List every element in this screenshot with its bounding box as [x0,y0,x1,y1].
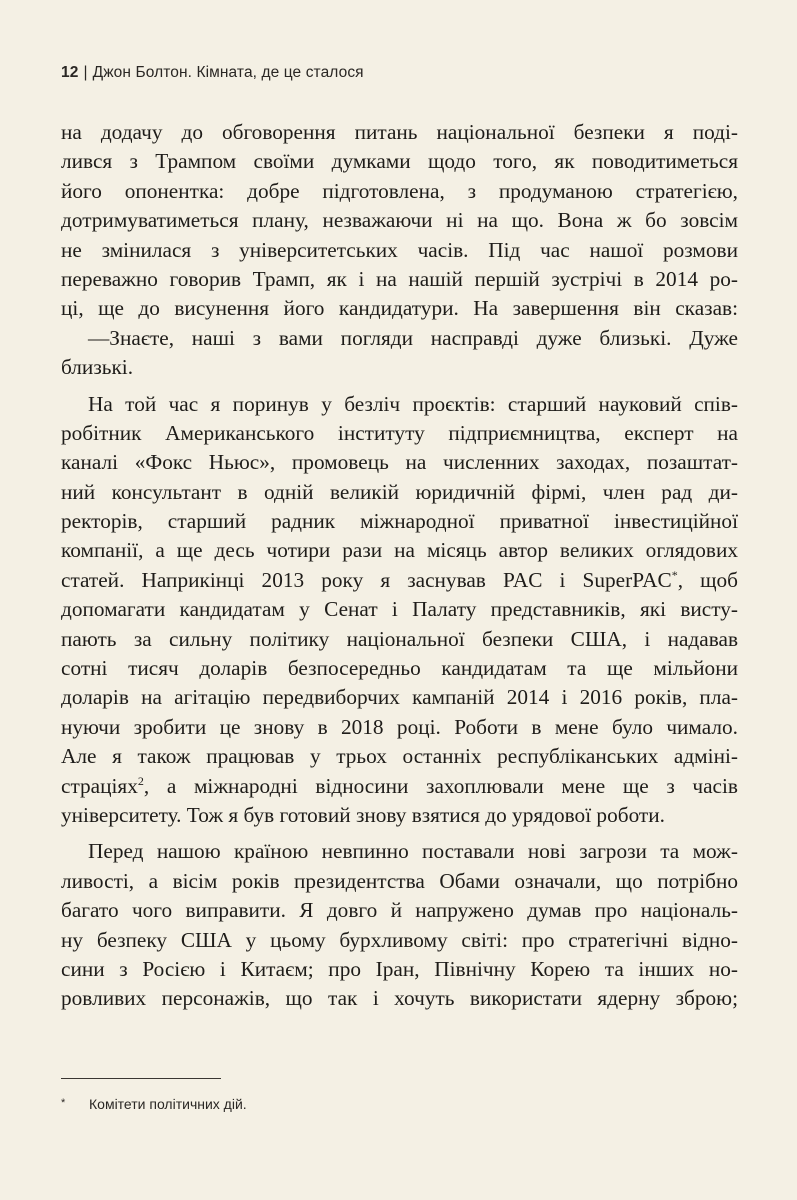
text-line-with-endnote [61,772,738,801]
text-line: дотримуватиметься плану, незважаючи ні на що. Вона ж бо зовсім [61,208,738,233]
endnote-reference: 2 [137,773,144,788]
text-line: лився з Трампом своїми думками щодо того, як поводитиметься [61,149,738,174]
paragraph-start-line [61,837,738,866]
paragraph-start-text: Перед нашою країною невпинно поставали нові загрози та мож- [88,839,738,864]
footnote-text: Комітети політичних дій. [89,1096,247,1112]
text-line: ну безпеку США у цьому бурхливому світі: про стратегічні відно- [61,927,738,952]
line-text-tail: , щоб [677,567,738,592]
footnote-divider [61,1078,221,1079]
line-text: страціях [61,773,138,798]
running-title: Джон Болтон. Кімната, де це сталося [92,64,364,81]
header-separator: | [83,64,88,81]
text-line: сотні тисяч доларів безпосередньо кандидатам та ще мільйони [61,656,738,681]
text-line: робітник Американського інституту підприємництва, експерт на [61,420,738,445]
line-text-tail: , а міжнародні відносини захоплювали мене ще з часів [143,773,738,798]
text-line: нуючи зробити це знову в 2018 році. Роботи в мене було чимало. [61,714,738,739]
footnote-mark: * [61,1097,66,1109]
line-text: статей. Наприкінці 2013 року я заснував PAC і SuperPAC [61,567,672,592]
footnote [61,1096,247,1112]
page-number: 12 [61,64,79,81]
text-line-with-footnote [61,566,738,595]
text-line: ливості, а вісім років президентства Обами означали, що потрібно [61,868,738,893]
paragraph-start-text: На той час я поринув у безліч проєктів: старший науковий спів- [88,391,738,416]
text-line: Але я також працював у трьох останніх республіканських адміні- [61,744,738,769]
text-line: переважно говорив Трамп, як і на нашій першій зустрічі в 2014 ро- [61,266,738,291]
footnote-reference: * [671,567,678,582]
dialogue-line [61,324,738,353]
text-line: ний консультант в одній великій юридичній фірмі, член рад ди- [61,479,738,504]
text-line: ректорів, старший радник міжнародної приватної інвестиційної [61,509,738,534]
text-line: не змінилася з університетських часів. Під час нашої розмови [61,237,738,262]
running-header [61,64,364,82]
text-line: на додачу до обговорення питань національної безпеки я поді- [61,120,738,144]
text-line: ці, ще до висунення його кандидатури. На завершення він сказав: [61,296,738,321]
text-line: ровливих персонажів, що так і хочуть використати ядерну зброю; [61,986,738,1011]
text-line: його опонентка: добре підготовлена, з продуманою стратегією, [61,178,738,203]
text-line: допомагати кандидатам у Сенат і Палату представників, які висту- [61,597,738,622]
text-line: сини з Росією і Китаєм; про Іран, Північну Корею та інших но- [61,956,738,981]
text-line: університету. Тож я був готовий знову взятися до урядової роботи. [61,802,665,827]
text-line: багато чого виправити. Я довго й напружено думав про національ- [61,898,738,923]
text-line: каналі «Фокс Ньюс», промовець на численних заходах, позаштат- [61,450,738,475]
text-line: доларів на агітацію передвиборчих кампаній 2014 і 2016 років, пла- [61,685,738,710]
text-line: компанії, а ще десь чотири рази на місяць автор великих оглядових [61,538,738,563]
text-line: близькі. [61,355,134,380]
body-text [61,118,738,1014]
dialogue-text: —Знаєте, наші з вами погляди насправді дуже близькі. Дуже [88,325,738,350]
text-line: пають за сильну політику національної безпеки США, і надавав [61,626,738,651]
paragraph-start-line [61,390,738,419]
